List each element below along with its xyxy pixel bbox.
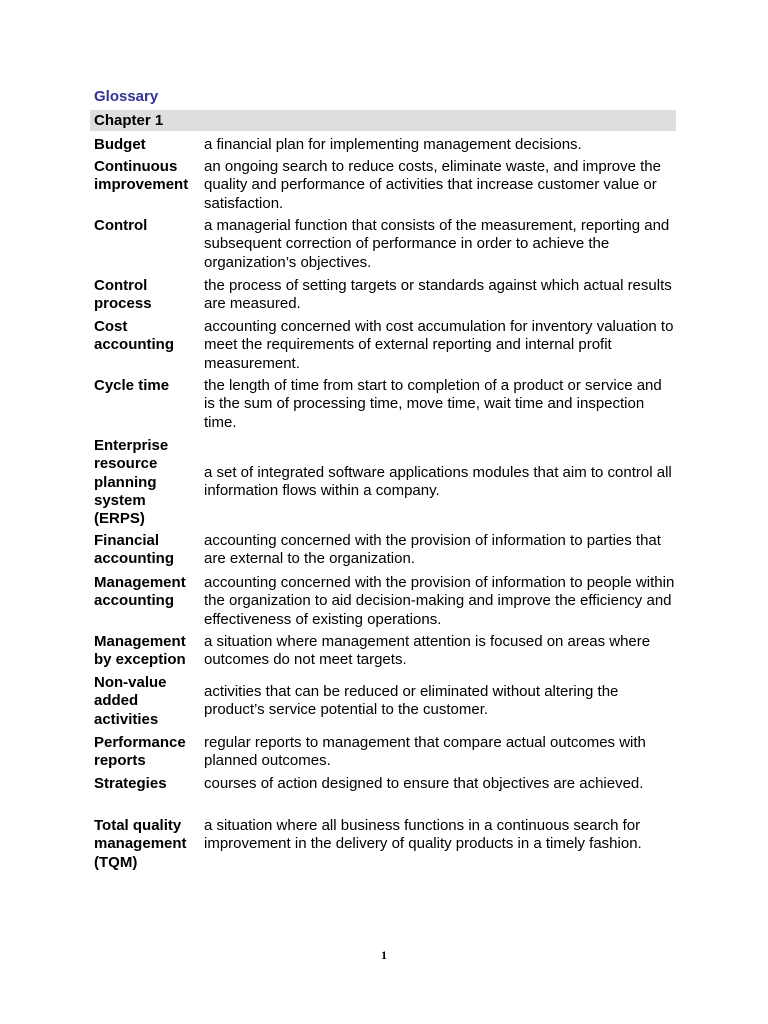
glossary-definition: an ongoing search to reduce costs, eliminate waste, and improve the quality and performance of activities that increase customer value or satisfaction.: [204, 158, 661, 212]
chapter-label: Chapter 1: [94, 112, 164, 129]
glossary-definition: accounting concerned with the provision of information to people within the organization to aid decision-making and improve the efficiency and effectiveness of existing operations.: [204, 574, 675, 628]
glossary-definition: activities that can be reduced or eliminated without altering the product’s service potential to the customer.: [204, 683, 619, 719]
glossary-term: Cycle time: [94, 377, 170, 394]
glossary-term: Control: [94, 217, 148, 234]
glossary-term: Non-value added activities: [94, 674, 167, 728]
glossary-term: Performance reports: [94, 734, 186, 770]
glossary-definition: a situation where management attention is focused on areas where outcomes do not meet targets.: [204, 633, 651, 669]
glossary-definition: the length of time from start to completion of a product or service and is the sum of processing time, move time, wait time and inspection time.: [204, 377, 662, 431]
glossary-definition: courses of action designed to ensure that objectives are achieved.: [204, 775, 644, 792]
glossary-definition: a set of integrated software applications modules that aim to control all information flows within a company.: [204, 464, 672, 500]
glossary-definition: accounting concerned with cost accumulation for inventory valuation to meet the requirements of external reporting and internal profit measurement.: [204, 318, 674, 372]
glossary-term: Cost accounting: [94, 318, 175, 354]
page-title: Glossary: [94, 88, 159, 105]
glossary-definition: a financial plan for implementing management decisions.: [204, 136, 582, 153]
glossary-term: Management by exception: [94, 633, 186, 669]
glossary-term: Financial accounting: [94, 532, 175, 568]
glossary-term: Total quality management (TQM): [94, 817, 187, 871]
glossary-term: Control process: [94, 277, 152, 313]
glossary-term: Strategies: [94, 775, 167, 792]
glossary-definition: the process of setting targets or standards against which actual results are measured.: [204, 277, 672, 313]
glossary-definition: a managerial function that consists of the measurement, reporting and subsequent correction of performance in order to achieve the organization’s objectives.: [204, 217, 670, 271]
glossary-term: Management accounting: [94, 574, 186, 610]
glossary-term: Budget: [94, 136, 146, 153]
chapter-header: [90, 110, 676, 131]
glossary-term: Enterprise resource planning system (ERPS): [94, 437, 169, 528]
page-number: 1: [381, 948, 387, 962]
glossary-definition: accounting concerned with the provision of information to parties that are external to the organization.: [204, 532, 661, 568]
glossary-term: Continuous improvement: [94, 158, 189, 194]
glossary-definition: a situation where all business functions in a continuous search for improvement in the delivery of quality products in a timely fashion.: [204, 817, 642, 853]
glossary-definition: regular reports to management that compare actual outcomes with planned outcomes.: [204, 734, 646, 770]
